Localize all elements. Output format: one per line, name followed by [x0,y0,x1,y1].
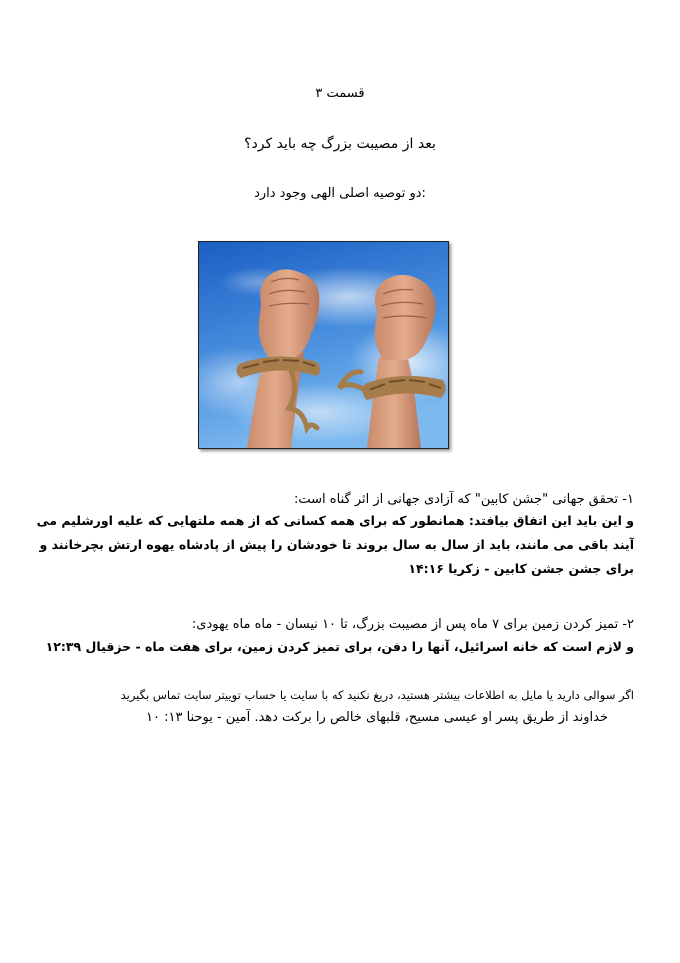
blessing-line: خداوند از طریق پسر او عیسی مسیح، قلبهای خالص را برکت دهد. آمین - یوحنا ۱۳: ۱۰ [146,710,608,725]
section-1-heading: ۱- تحقق جهانی "جشن کابین" که آزادی جهانی از اثر گناه است: [294,492,634,507]
section-1-body: و این باید این اتفاق بیافتد: همانطور که برای همه کسانی که از همه ملتهایی که علیه اورشلیم می آیند باقی می مانند، باید از سال به سال بروند تا خودشان را پیش از پادشاه یهوه ارتش بچرخانند و برای جشن جشن کابین - زکریا ۱۴:۱۶ [36,513,634,576]
freedom-photo [198,241,449,449]
hands-breaking-rope-image [199,242,448,448]
section-2-heading: ۲- تمیز کردن زمین برای ۷ ماه پس از مصیبت بزرگ، تا ۱۰ نیسان - ماه ماه یهودی: [191,617,634,632]
intro-line: :دو توصیه اصلی الهی وجود دارد [254,186,426,201]
section-2-body: و لازم است که خانه اسرائیل، آنها را دفن، برای تمیز کردن زمین، برای هفت ماه - حزقیال ۱۲:۳۹ [45,639,634,654]
section-1 [34,490,634,581]
question-heading: بعد از مصیبت بزرگ چه باید کرد؟ [244,136,436,152]
section-2 [34,614,634,658]
contact-line: اگر سوالی دارید یا مایل به اطلاعات بیشتر هستید، دریغ نکنید که با سایت یا حساب توییتر سایت تماس بگیرید [120,688,634,702]
page-title: قسمت ۳ [315,86,365,101]
